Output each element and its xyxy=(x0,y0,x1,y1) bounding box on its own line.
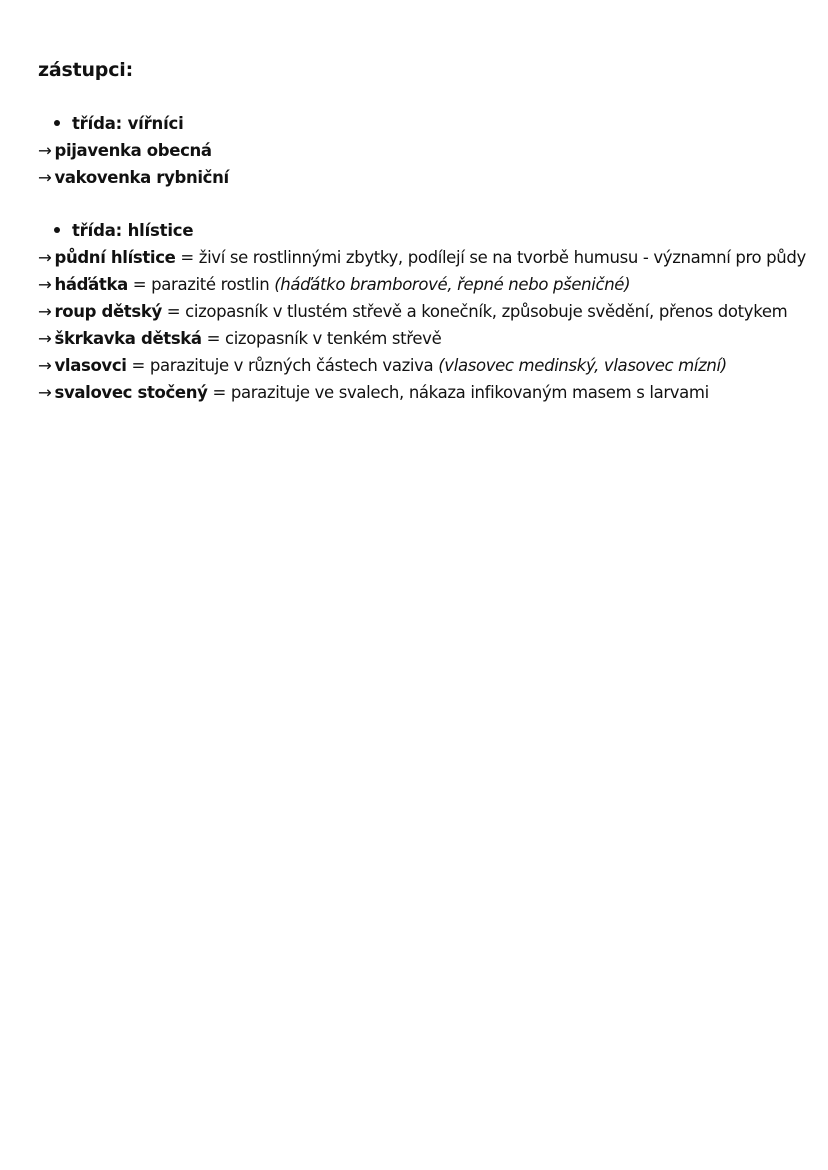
list-item xyxy=(38,164,818,191)
item-term: škrkavka dětská xyxy=(54,329,202,348)
list-item xyxy=(38,298,818,325)
arrow-right-icon: → xyxy=(38,168,52,187)
document-page xyxy=(38,56,818,406)
item-term: pijavenka obecná xyxy=(54,141,212,160)
item-note: (vlasovec medinský, vlasovec mízní) xyxy=(438,356,727,375)
item-equals: = xyxy=(126,356,150,375)
item-term: vlasovci xyxy=(54,356,127,375)
bullet-class-virnici xyxy=(38,110,818,137)
item-description: parazité rostlin xyxy=(151,275,275,294)
heading-zastupci: zástupci: xyxy=(38,59,133,81)
arrow-right-icon: → xyxy=(38,248,52,267)
arrow-right-icon: → xyxy=(38,356,52,375)
item-term: vakovenka rybniční xyxy=(54,168,229,187)
item-equals: = xyxy=(161,302,186,321)
arrow-right-icon: → xyxy=(38,141,52,160)
section-hlistice xyxy=(38,217,818,406)
item-term: roup dětský xyxy=(54,302,162,321)
item-description: cizopasník v tlustém střevě a konečník, způsobuje svědění, přenos dotykem xyxy=(185,302,788,321)
item-description: cizopasník v tenkém střevě xyxy=(224,329,442,348)
item-term: háďátka xyxy=(54,275,128,294)
list-item xyxy=(38,379,818,406)
item-equals: = xyxy=(127,275,152,294)
item-description: parazituje ve svalech, nákaza infikovaným masem s larvami xyxy=(230,383,709,402)
list-item xyxy=(38,137,818,164)
bullet-dot-icon xyxy=(54,227,60,233)
bullet-label: třída: vířníci xyxy=(72,114,184,133)
bullet-label: třída: hlístice xyxy=(72,221,194,240)
item-term: půdní hlístice xyxy=(54,248,176,267)
list-item xyxy=(38,244,818,271)
arrow-right-icon: → xyxy=(38,329,52,348)
item-description: parazituje v různých částech vaziva xyxy=(149,356,439,375)
arrow-right-icon: → xyxy=(38,302,52,321)
list-item xyxy=(38,271,818,298)
list-item xyxy=(38,325,818,352)
list-item xyxy=(38,352,818,379)
section-virnici xyxy=(38,110,818,191)
item-note: (háďátko bramborové, řepné nebo pšeničné) xyxy=(274,275,631,294)
bullet-class-hlistice xyxy=(38,217,818,244)
item-equals: = xyxy=(207,383,231,402)
item-equals: = xyxy=(201,329,225,348)
item-term: svalovec stočený xyxy=(54,383,208,402)
item-equals: = xyxy=(175,248,199,267)
bullet-dot-icon xyxy=(54,120,60,126)
item-description: živí se rostlinnými zbytky, podílejí se na tvorbě humusu - významní pro půdy xyxy=(198,248,806,267)
arrow-right-icon: → xyxy=(38,275,52,294)
arrow-right-icon: → xyxy=(38,383,52,402)
